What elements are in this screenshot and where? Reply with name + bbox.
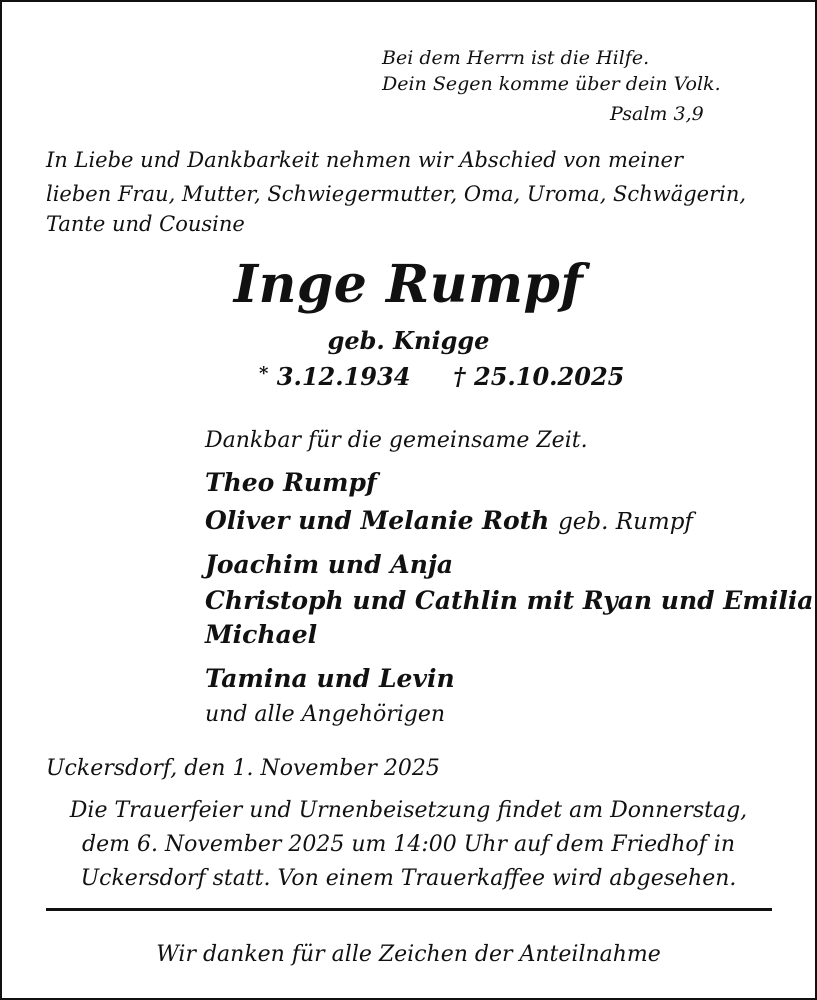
mourner-line-4: Christoph und Cathlin mit Ryan und Emilia bbox=[205, 586, 814, 615]
mourner-line-2-names: Oliver und Melanie Roth bbox=[205, 506, 550, 535]
birth-date: 3.12.1934 bbox=[276, 362, 411, 391]
mourner-line-5: Michael bbox=[205, 620, 318, 649]
psalm-line-1: Bei dem Herrn ist die Hilfe. bbox=[382, 47, 650, 69]
birth-symbol: * bbox=[259, 363, 269, 384]
birth-name: geb. Knigge bbox=[327, 326, 490, 355]
gratitude-line: Dankbar für die gemeinsame Zeit. bbox=[205, 428, 588, 453]
thanks-line: Wir danken für alle Zeichen der Anteilnahme bbox=[156, 942, 661, 967]
intro-line-2: lieben Frau, Mutter, Schwiegermutter, Oma, Uroma, Schwägerin, bbox=[46, 182, 747, 206]
place-date: Uckersdorf, den 1. November 2025 bbox=[46, 756, 440, 781]
death-date: 25.10.2025 bbox=[474, 362, 625, 391]
death-symbol: † bbox=[453, 362, 466, 391]
mourner-line-1: Theo Rumpf bbox=[205, 468, 377, 497]
mourner-line-6: Tamina und Levin bbox=[205, 664, 455, 693]
divider bbox=[46, 908, 772, 911]
mourner-line-2 bbox=[205, 506, 693, 535]
intro-line-3: Tante und Cousine bbox=[46, 212, 245, 236]
closing-line: und alle Angehörigen bbox=[205, 702, 446, 727]
service-line-3: Uckersdorf statt. Von einem Trauerkaffee wird abgesehen. bbox=[80, 866, 737, 891]
life-dates bbox=[259, 362, 624, 391]
service-line-2: dem 6. November 2025 um 14:00 Uhr auf dem Friedhof in bbox=[81, 832, 736, 857]
service-line-1: Die Trauerfeier und Urnenbeisetzung findet am Donnerstag, bbox=[69, 798, 748, 823]
mourner-line-3: Joachim und Anja bbox=[205, 550, 454, 579]
mourner-line-2-birthname: geb. Rumpf bbox=[558, 509, 693, 535]
psalm-reference: Psalm 3,9 bbox=[610, 103, 704, 125]
intro-line-1: In Liebe und Dankbarkeit nehmen wir Abschied von meiner bbox=[46, 148, 684, 172]
psalm-line-2: Dein Segen komme über dein Volk. bbox=[382, 73, 721, 95]
deceased-name: Inge Rumpf bbox=[233, 254, 584, 315]
